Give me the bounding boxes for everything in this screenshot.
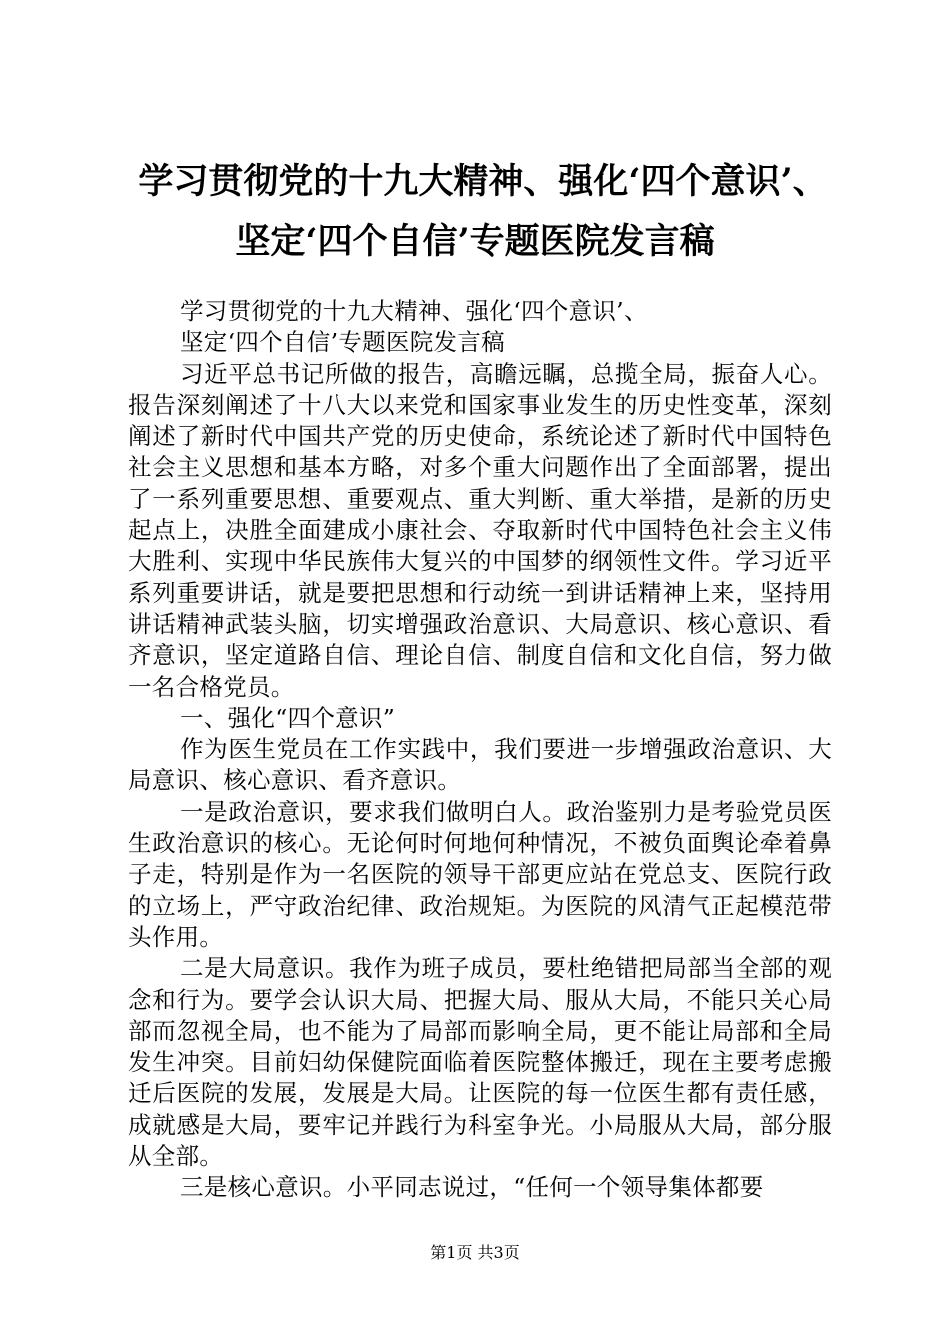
body-paragraph: 一是政治意识，要求我们做明白人。政治鉴别力是考验党员医生政治意识的核心。无论何时何地何种情况，不被负面舆论牵着鼻子走，特别是作为一名医院的领导干部更应站在党总支、医院行政的立场上，严守政治纪律、政治规矩。为医院的风清气正起模范带头作用。 bbox=[128, 797, 832, 951]
body-paragraph: 三是核心意识。小平同志说过，“任何一个领导集体都要 bbox=[180, 1173, 764, 1202]
body-paragraph: 二是大局意识。我作为班子成员，要杜绝错把局部当全部的观念和行为。要学会认识大局、把握大局、服从大局，不能只关心局部而忽视全局，也不能为了局部而影响全局，更不能让局部和全局发生冲突。目前妇幼保健院面临着医院整体搬迁，现在主要考虑搬迁后医院的发展，发展是大局。让医院的每一位医生都有责任感，成就感是大局，要牢记并践行为科室争光。小局服从大局，部分服从全部。 bbox=[128, 954, 832, 1171]
body-heading-line-2: 坚定‘四个自信’专题医院发言稿 bbox=[180, 328, 505, 357]
document-title-line-1: 学习贯彻党的十九大精神、强化‘四个意识’、 bbox=[138, 161, 828, 202]
body-paragraph: 习近平总书记所做的报告，高瞻远瞩，总揽全局，振奋人心。报告深刻阐述了十八大以来党和国家事业发生的历史性变革，深刻阐述了新时代中国共产党的历史使命，系统论述了新时代中国特色社会主义思想和基本方略，对多个重大问题作出了全面部署，提出了一系列重要思想、重要观点、重大判断、重大举措，是新的历史起点上，决胜全面建成小康社会、夺取新时代中国特色社会主义伟大胜利、实现中华民族伟大复兴的中国梦的纲领性文件。学习近平系列重要讲话，就是要把思想和行动统一到讲话精神上来，坚持用讲话精神武装头脑，切实增强政治意识、大局意识、核心意识、看齐意识，坚定道路自信、理论自信、制度自信和文化自信，努力做一名合格党员。 bbox=[128, 359, 832, 701]
page-number-footer: 第1页 共3页 bbox=[430, 1243, 520, 1262]
document-body bbox=[128, 296, 832, 1204]
body-heading-line-1: 学习贯彻党的十九大精神、强化‘四个意识’、 bbox=[180, 297, 648, 325]
document-title-line-2: 坚定‘四个自信’专题医院发言稿 bbox=[235, 221, 715, 262]
section-heading: 一、强化“四个意识” bbox=[180, 703, 396, 732]
body-paragraph: 作为医生党员在工作实践中，我们要进一步增强政治意识、大局意识、核心意识、看齐意识。 bbox=[128, 735, 832, 795]
